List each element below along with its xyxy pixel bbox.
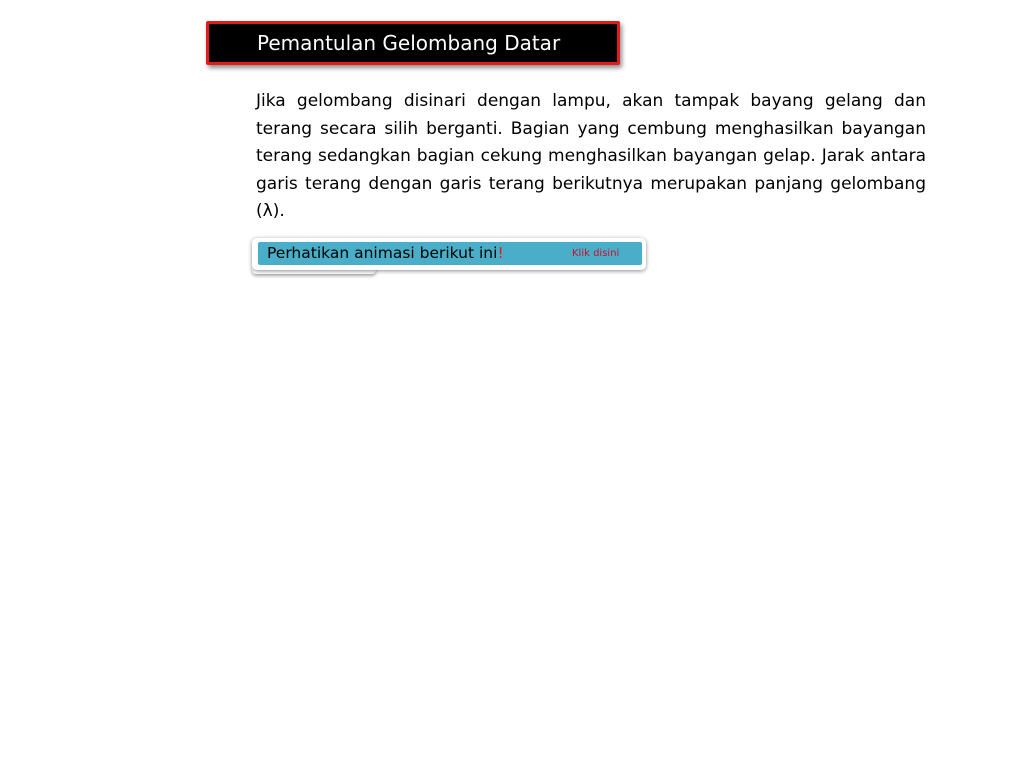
callout-exclamation: ! [497,244,504,262]
click-here-link[interactable]: Klik disini [572,248,620,259]
callout-label: Perhatikan animasi berikut ini [267,244,498,262]
slide-title: Pemantulan Gelombang Datar [257,31,561,55]
callout-bar [258,242,642,265]
title-box [206,21,620,65]
body-paragraph: Jika gelombang disinari dengan lampu, akan tampak bayang gelang dan terang secara silih berganti. Bagian yang cembung menghasilkan bayangan terang sedangkan bagian cekung menghasilkan bayangan gelap. Jarak antara garis terang dengan garis terang berikutnya merupakan panjang gelombang (λ). [256,91,926,221]
callout-text [267,244,504,263]
